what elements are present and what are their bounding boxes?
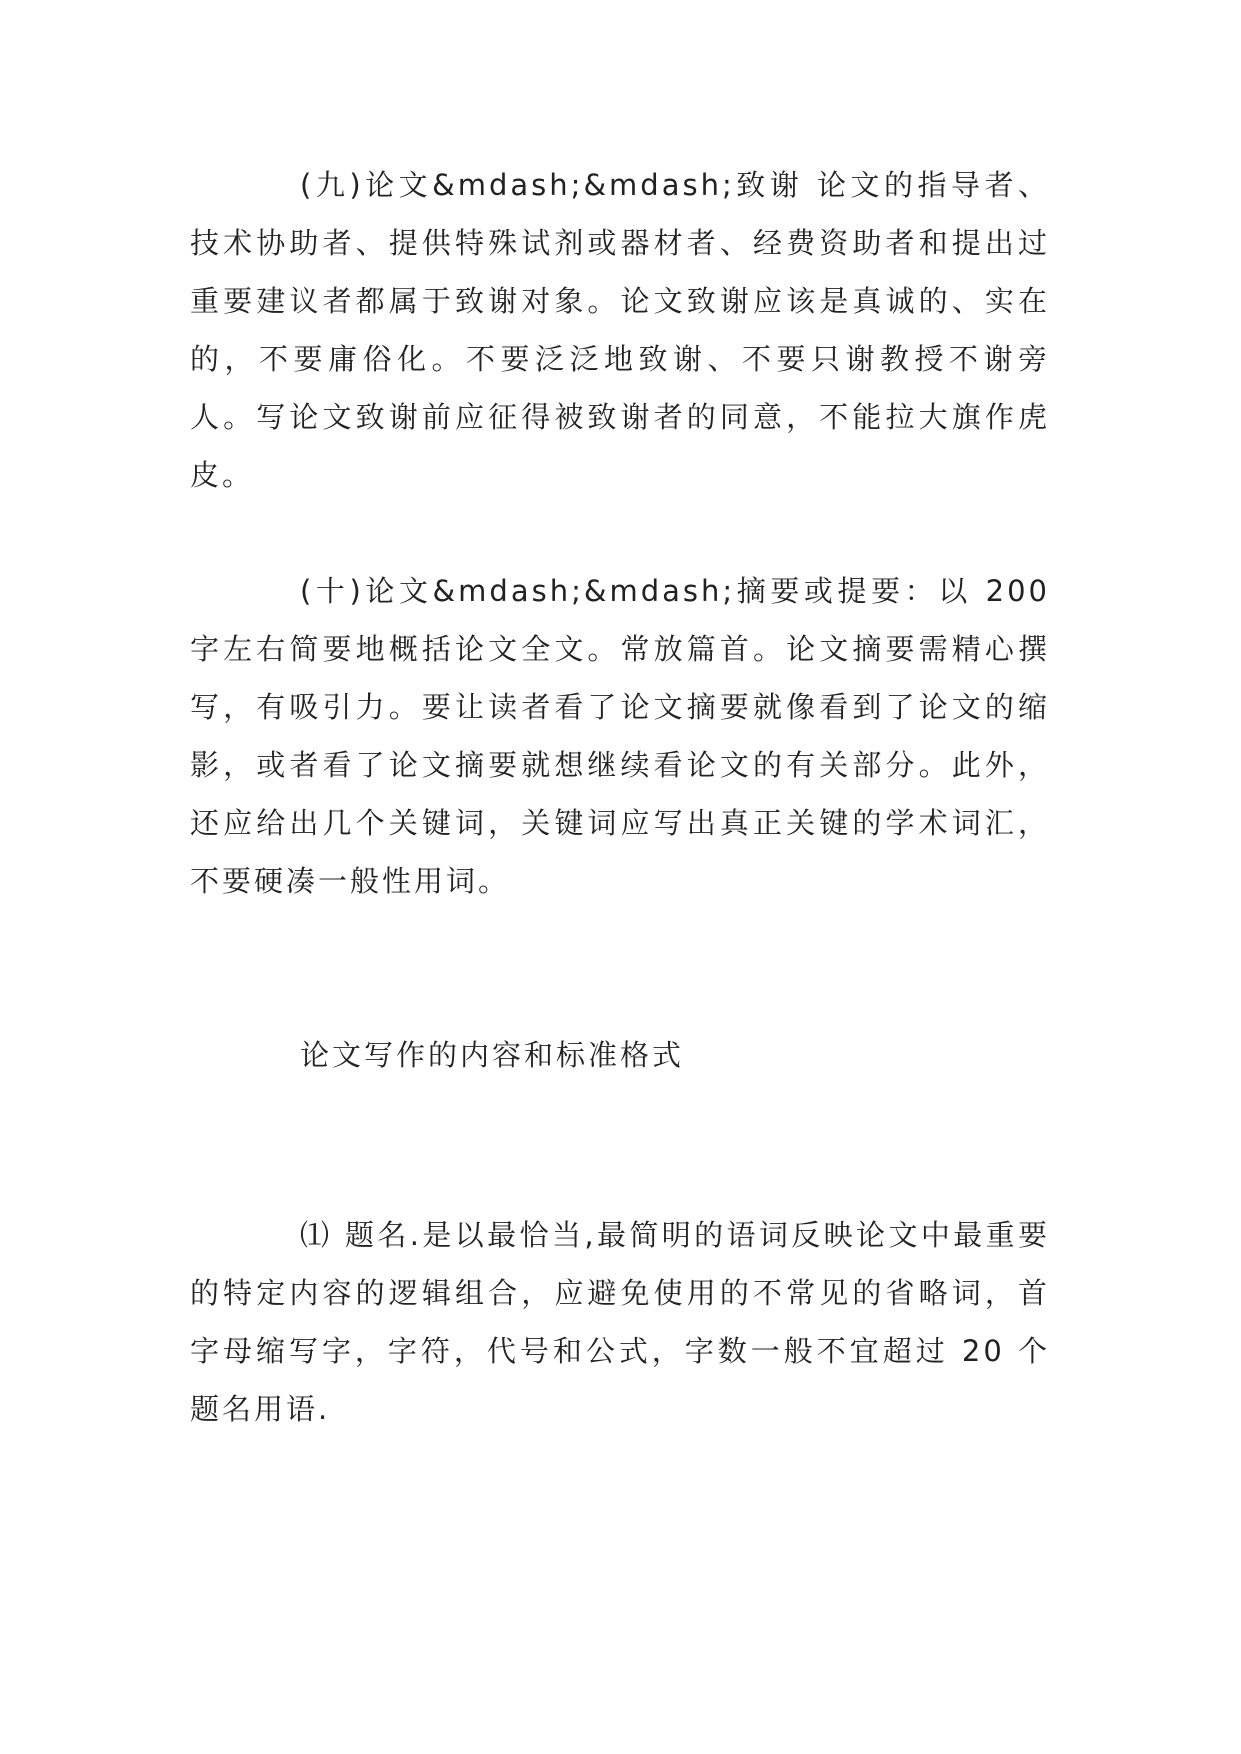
section-heading: 论文写作的内容和标准格式 xyxy=(300,1038,685,1072)
paragraph-title-rule: ⑴ 题名.是以最恰当,最简明的语词反映论文中最重要的特定内容的逻辑组合，应避免使用的不常见的省略词，首字母缩写字，字符，代号和公式，字数一般不宜超过 20 个题名用语. xyxy=(190,1218,1050,1426)
paragraph-abstract: (十)论文&mdash;&mdash;摘要或提要：以 200 字左右简要地概括论文全文。常放篇首。论文摘要需精心撰写，有吸引力。要让读者看了论文摘要就像看到了论文的缩影，或者看了论文摘要就想继续看论文的有关部分。此外，还应给出几个关键词，关键词应写出真正关键的学术词汇，不要硬凑一般性用词。 xyxy=(190,574,1050,898)
paragraph-acknowledgement: (九)论文&mdash;&mdash;致谢 论文的指导者、技术协助者、提供特殊试剂或器材者、经费资助者和提出过重要建议者都属于致谢对象。论文致谢应该是真诚的、实在的，不要庸俗化。不要泛泛地致谢、不要只谢教授不谢旁人。写论文致谢前应征得被致谢者的同意，不能拉大旗作虎皮。 xyxy=(190,168,1050,492)
